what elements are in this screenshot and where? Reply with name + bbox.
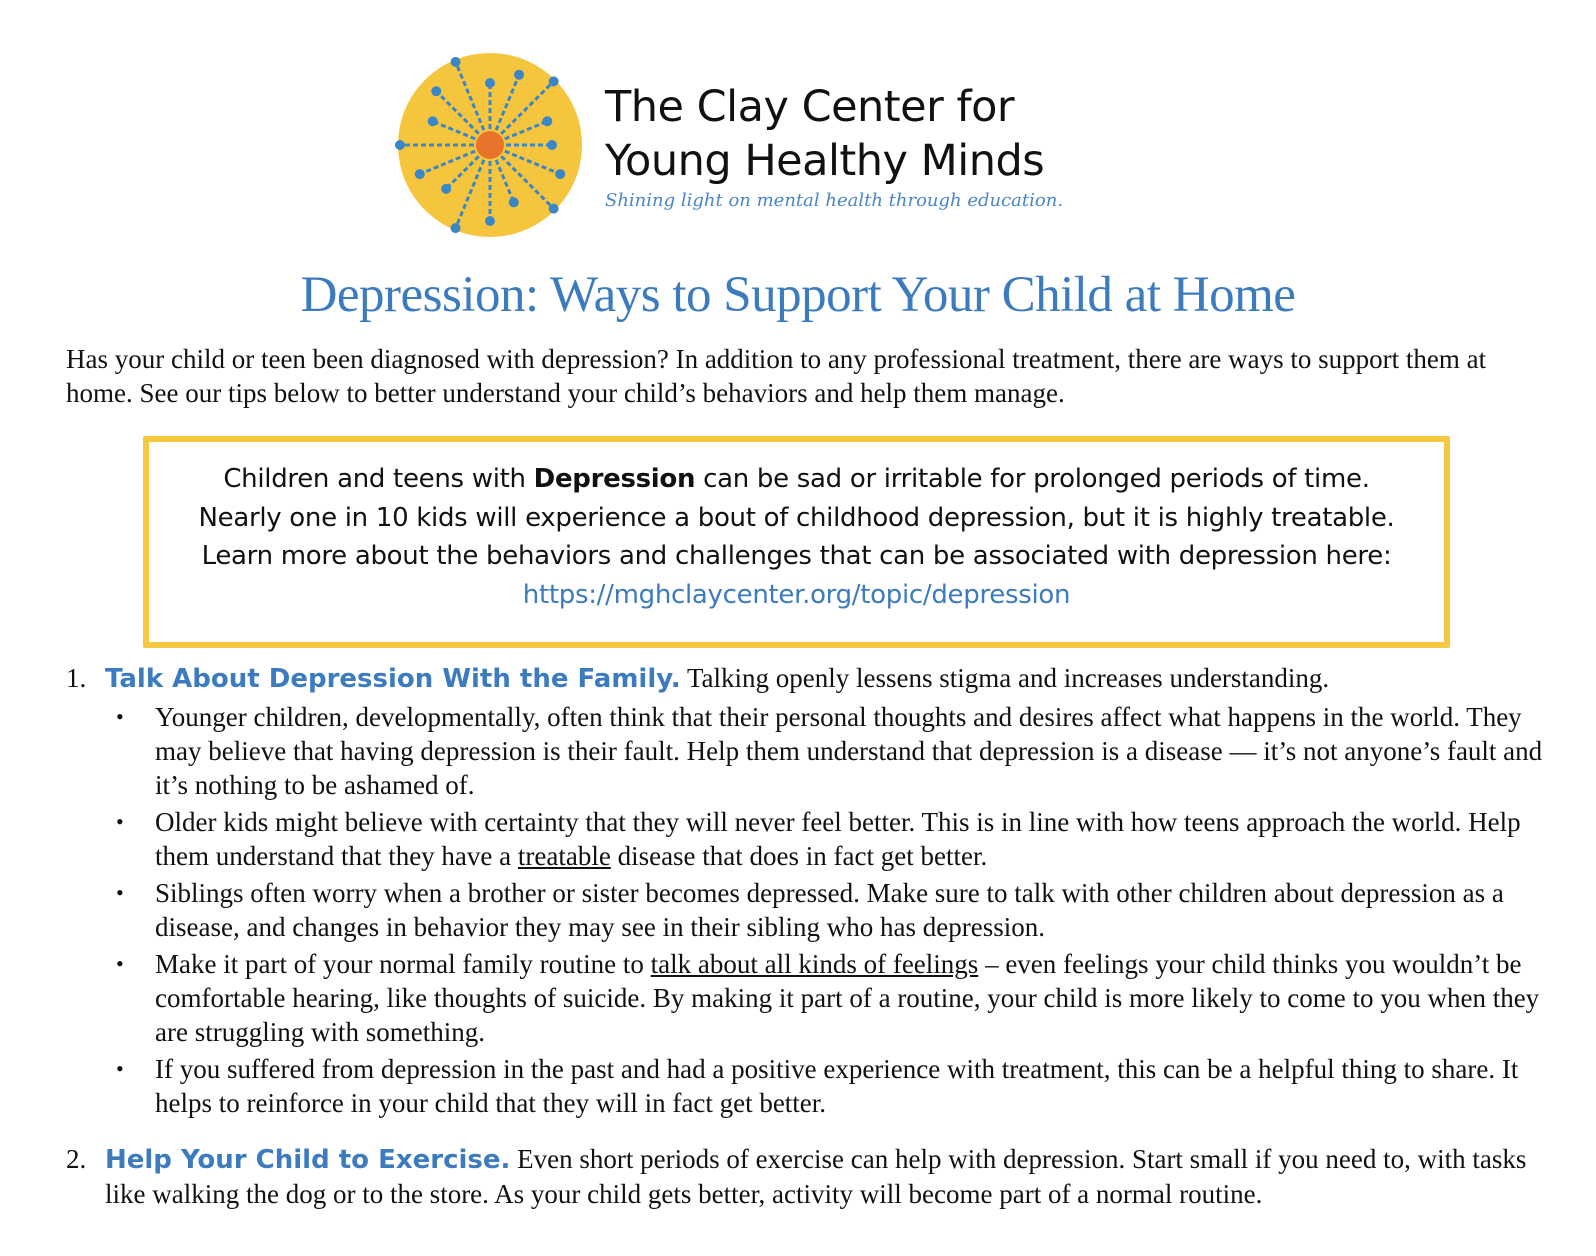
list-item [66, 805, 1546, 873]
org-name-line2: Young Healthy Minds [605, 136, 1045, 186]
clay-center-logo [395, 45, 595, 245]
bullet-icon: • [116, 951, 124, 976]
logo-ray-tip [485, 216, 495, 226]
logo-ray-tip [441, 184, 451, 194]
bullet-icon: • [116, 809, 124, 834]
section-1-heading [66, 661, 1546, 696]
org-name [605, 80, 1044, 188]
underlined-term: treatable [517, 841, 611, 871]
logo-ray-tip [451, 223, 461, 233]
callout-line1-post: can be sad or irritable for prolonged periods of time. [695, 464, 1370, 494]
bullet-text: disease that does in fact get better. [610, 841, 988, 871]
header [395, 40, 1095, 250]
bullet-icon: • [116, 880, 124, 905]
page-title: Depression: Ways to Support Your Child at Home [300, 267, 1296, 323]
section-text: Even short periods of exercise can help with depression. Start small if you need to, with tasks like walking the dog or to the store. As your child gets better, activity will become part of a normal routine. [105, 1144, 1527, 1209]
bullet-icon: • [116, 704, 124, 729]
callout-line1-pre: Children and teens with [223, 464, 534, 494]
logo-ray-tip [431, 86, 441, 96]
underlined-term: talk about all kinds of feelings [650, 949, 979, 979]
section-1-bullets [66, 700, 1546, 1120]
bullet-text: Older kids might believe with certainty that they will never feel better. This is in line with how teens approach the world. Help them understand that they have a [155, 807, 1521, 871]
callout-line2: Nearly one in 10 kids will experience a bout of childhood depression, but it is highly treatable. [198, 502, 1395, 533]
logo-ray-tip [514, 70, 524, 80]
logo-ray-tip [549, 204, 559, 214]
bullet-text: Make it part of your normal family routine to [155, 949, 651, 979]
section-2 [66, 1142, 1546, 1211]
bullet-text: If you suffered from depression in the past and had a positive experience with treatment, this can be a helpful thing to share. It helps to reinforce in your child that they will in fact get better. [155, 1054, 1519, 1118]
logo-ray-tip [395, 140, 405, 150]
callout-line1 [149, 460, 1444, 499]
logo-ray-tip [509, 197, 519, 207]
bullet-text: Siblings often worry when a brother or sister becomes depressed. Make sure to talk with other children about depression as a disease, and changes in behavior they may see in their sibling who has depression. [155, 878, 1504, 942]
logo-center [476, 131, 504, 159]
section-1 [66, 661, 1546, 1123]
depression-topic-link[interactable]: https://mghclaycenter.org/topic/depression [522, 579, 1071, 610]
logo-ray-tip [547, 140, 557, 150]
list-item [66, 947, 1546, 1049]
bullet-text: – even feelings your child thinks you wouldn’t be comfortable hearing, like thoughts of suicide. By making it part of a routine, your child is more likely to come to you when they are struggling with something. [155, 949, 1540, 1047]
callout-bold-term: Depression [533, 464, 696, 494]
section-title: Help Your Child to Exercise. [105, 1145, 511, 1175]
org-name-line1: The Clay Center for [605, 82, 1015, 132]
section-2-heading [66, 1142, 1546, 1211]
bullet-text: Younger children, developmentally, often think that their personal thoughts and desires affect what happens in the world. They may believe that having depression is their fault. Help them understand that depression is a disease — it’s not anyone’s fault and it’s nothing to be ashamed of. [155, 702, 1543, 800]
logo-ray-tip [549, 76, 559, 86]
info-callout-box [143, 436, 1450, 648]
logo-ray-tip [542, 116, 552, 126]
bullet-icon: • [116, 1056, 124, 1081]
section-text: Talking openly lessens stigma and increases understanding. [680, 663, 1330, 693]
intro-paragraph: Has your child or teen been diagnosed with depression? In addition to any professional treatment, there are ways to support them at home. See our tips below to better understand your child’s behaviors and help them manage. [66, 344, 1487, 408]
logo-ray-tip [451, 57, 461, 67]
list-item [66, 700, 1546, 802]
section-number: 1. [66, 663, 87, 693]
list-item [66, 876, 1546, 944]
logo-ray-tip [485, 78, 495, 88]
section-title: Talk About Depression With the Family. [105, 664, 681, 694]
callout-line3: Learn more about the behaviors and challenges that can be associated with depression here: [201, 541, 1392, 571]
logo-ray-tip [428, 116, 438, 126]
tagline: Shining light on mental health through education. [605, 190, 1064, 211]
logo-ray-tip [415, 169, 425, 179]
section-number: 2. [66, 1144, 87, 1174]
logo-ray-tip [555, 169, 565, 179]
list-item [66, 1052, 1546, 1120]
